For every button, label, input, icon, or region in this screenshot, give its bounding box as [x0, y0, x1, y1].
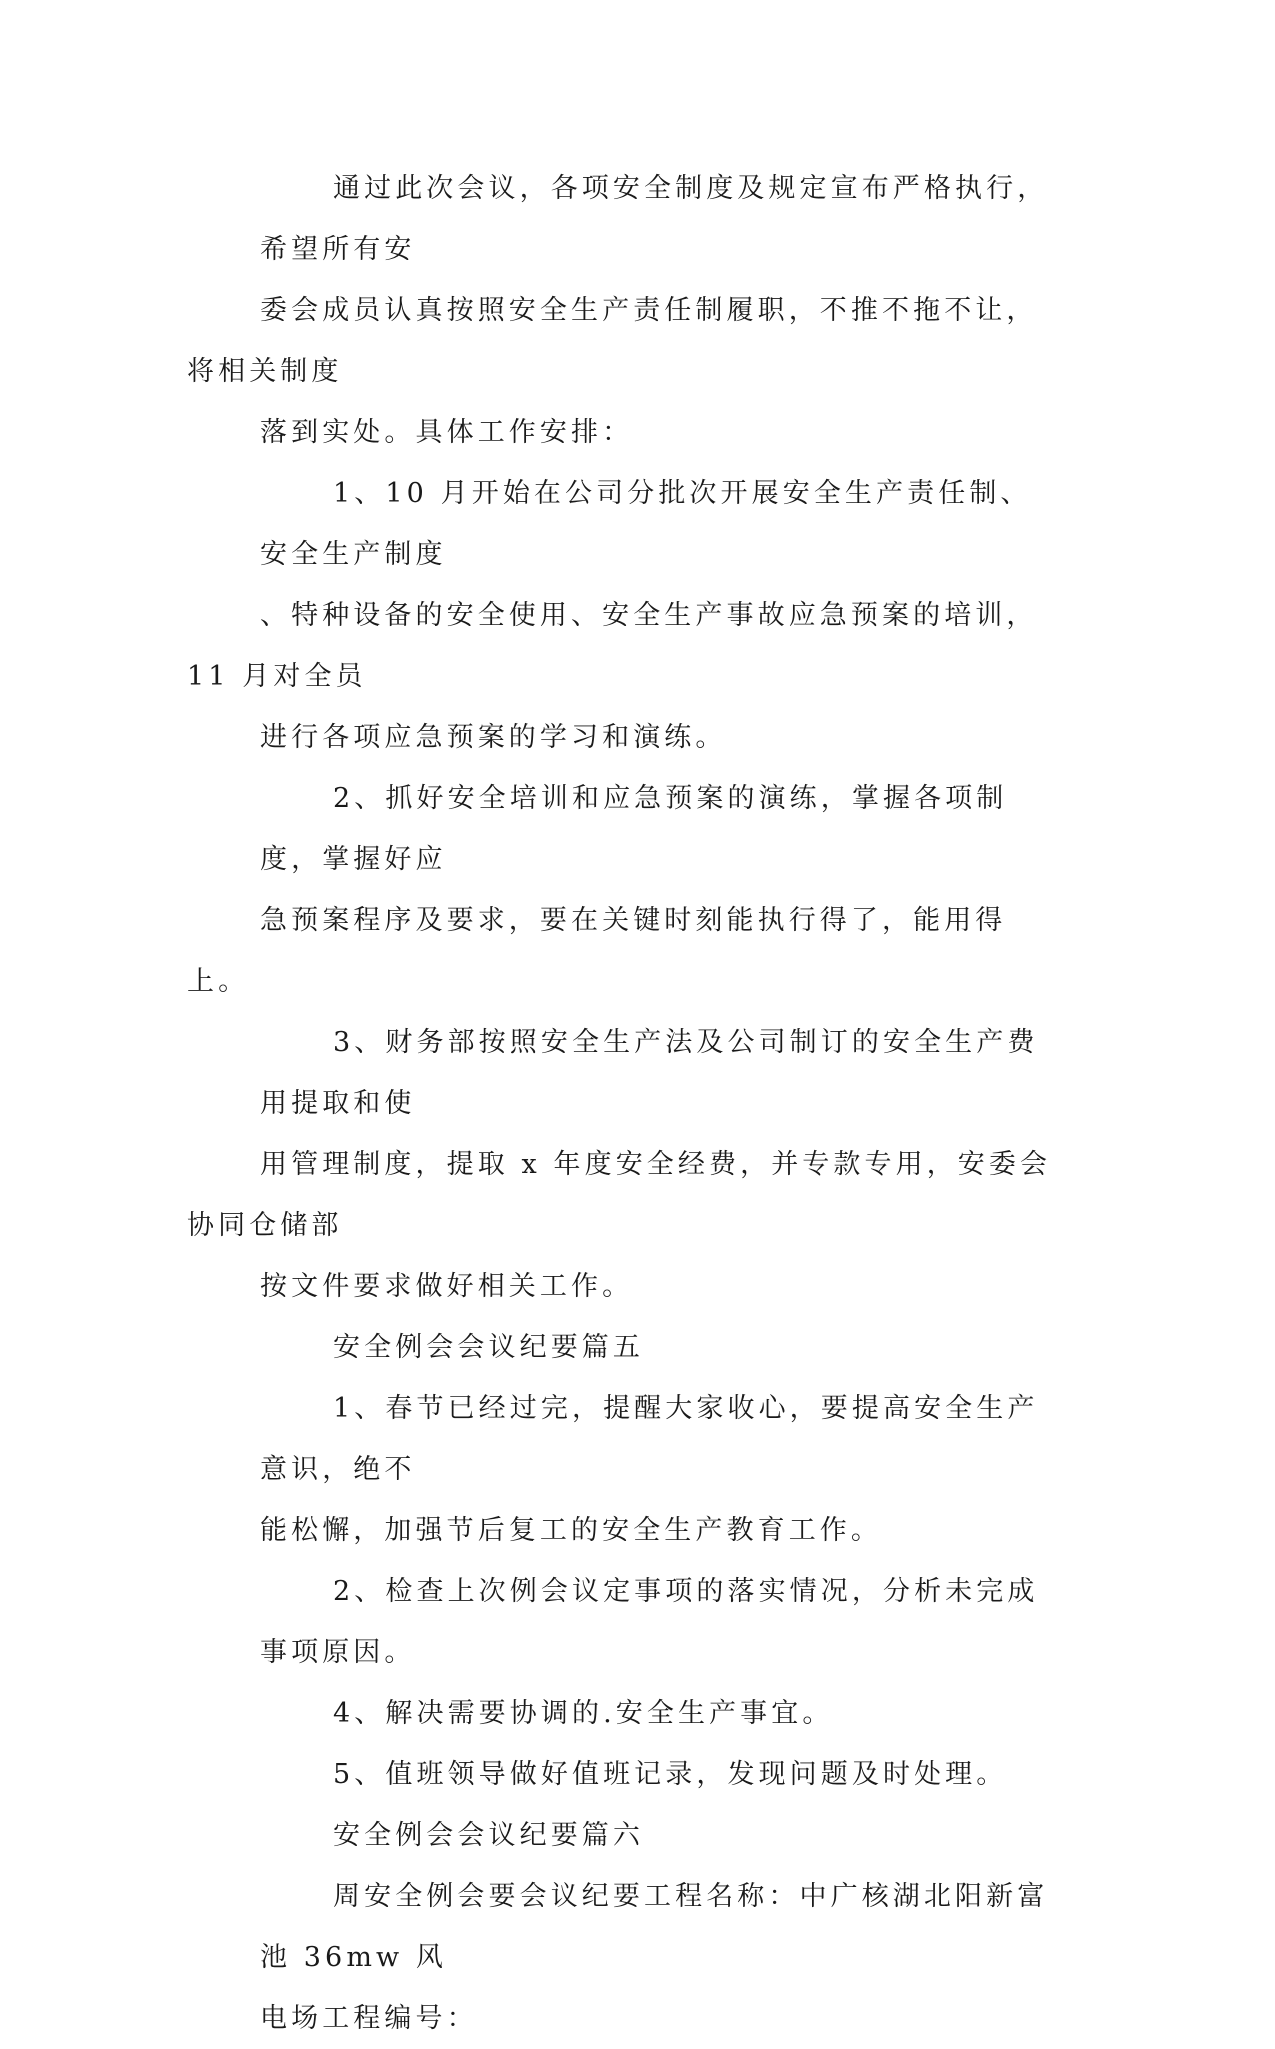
text-line: 委会成员认真按照安全生产责任制履职，不推不拖不让，将相关制度 [187, 295, 1038, 387]
text-line: 落到实处。具体工作安排： [260, 417, 634, 448]
section-heading-part-5 [187, 1317, 1057, 1378]
text-line: 5、值班领导做好值班记录，发现问题及时处理。 [333, 1759, 1008, 1790]
text-line: 1、10 月开始在公司分批次开展安全生产责任制、安全生产制度 [260, 478, 1032, 570]
paragraph-part5-item-1 [187, 1378, 1057, 1561]
section-heading: 安全例会会议纪要篇五 [333, 1332, 644, 1363]
text-line: 电场工程编号： [260, 2003, 478, 2034]
text-line: 2、抓好安全培训和应急预案的演练，掌握各项制度，掌握好应 [260, 783, 1008, 875]
text-line: 1、春节已经过完，提醒大家收心，要提高安全生产意识，绝不 [260, 1393, 1039, 1485]
section-heading-part-6 [187, 1805, 1057, 1866]
text-line: 能松懈，加强节后复工的安全生产教育工作。 [260, 1515, 882, 1546]
text-line: 通过此次会议，各项安全制度及规定宣布严格执行，希望所有安 [260, 173, 1049, 265]
text-line: 周安全例会要会议纪要工程名称：中广核湖北阳新富池 36mw 风 [260, 1881, 1049, 1973]
text-line: 、特种设备的安全使用、安全生产事故应急预案的培训，11 月对全员 [187, 600, 1038, 692]
paragraph-part5-item-5 [187, 1744, 1057, 1805]
paragraph-part5-item-4 [187, 1683, 1057, 1744]
paragraph-project-info [187, 1866, 1057, 2049]
text-line: 2、检查上次例会议定事项的落实情况，分析未完成事项原因。 [260, 1576, 1039, 1668]
text-line: 进行各项应急预案的学习和演练。 [260, 722, 727, 753]
paragraph-item-2 [187, 768, 1057, 1012]
section-heading: 安全例会会议纪要篇六 [333, 1820, 644, 1851]
paragraph-item-1 [187, 463, 1057, 768]
text-line: 急预案程序及要求，要在关键时刻能执行得了，能用得上。 [187, 905, 1007, 997]
text-line: 用管理制度，提取 x 年度安全经费，并专款专用，安委会协同仓储部 [187, 1149, 1052, 1241]
text-line: 4、解决需要协调的.安全生产事宜。 [333, 1698, 834, 1729]
paragraph-part5-item-2 [187, 1561, 1057, 1683]
text-line: 3、财务部按照安全生产法及公司制订的安全生产费用提取和使 [260, 1027, 1039, 1119]
text-line: 按文件要求做好相关工作。 [260, 1271, 634, 1302]
paragraph-item-3 [187, 1012, 1057, 1317]
document-body [187, 158, 1057, 2049]
paragraph-meeting-summary [187, 158, 1057, 463]
